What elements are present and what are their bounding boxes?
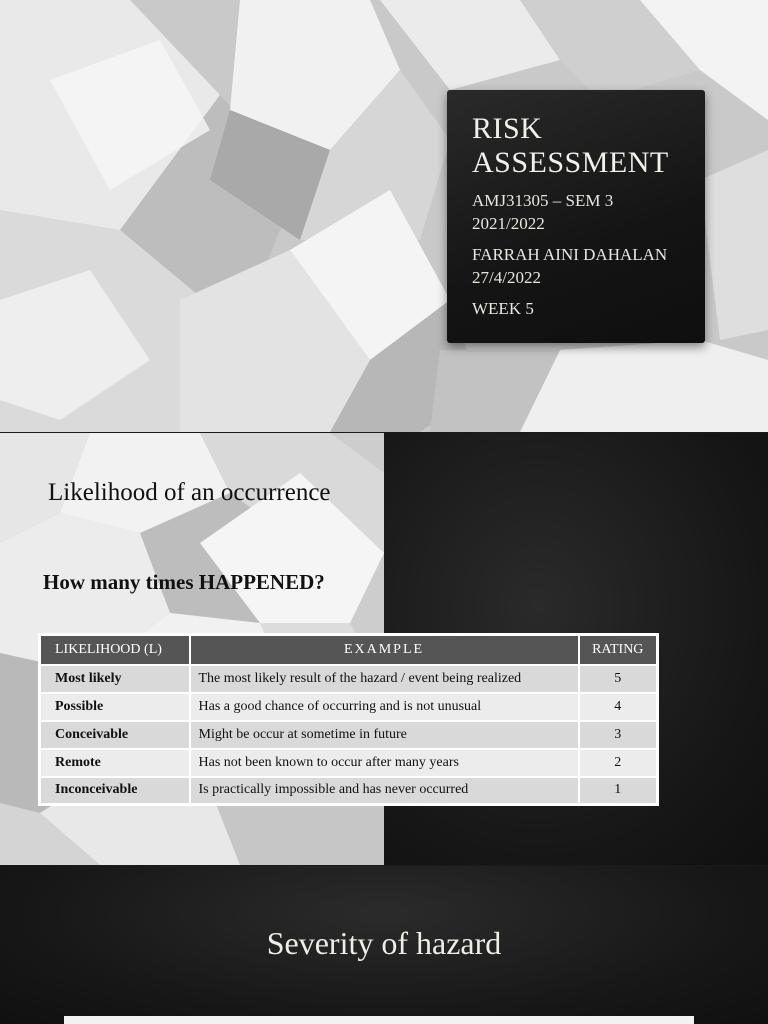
likelihood-level: Most likely [40,665,190,693]
table-header-row [40,635,658,665]
likelihood-example: Has not been known to occur after many years [190,749,579,777]
title-slide [0,0,768,432]
slide-title: Likelihood of an occurrence [48,479,331,506]
likelihood-example: Is practically impossible and has never occurred [190,777,579,805]
title-card [447,90,705,343]
slide-subtitle: How many times HAPPENED? [43,570,325,594]
header-likelihood: LIKELIHOOD (L) [40,635,190,665]
likelihood-level: Conceivable [40,721,190,749]
likelihood-level: Inconceivable [40,777,190,805]
table-row [40,693,658,721]
title-line-2: ASSESSMENT [472,146,669,179]
likelihood-rating: 4 [579,693,658,721]
academic-year: 2021/2022 [472,214,545,233]
presentation-date: 27/4/2022 [472,268,541,287]
likelihood-rating: 5 [579,665,658,693]
header-example: EXAMPLE [190,635,579,665]
likelihood-table [38,633,659,806]
presentation-title [472,112,687,180]
week-label: WEEK 5 [472,299,534,318]
slide-title: Severity of hazard [266,925,502,961]
likelihood-example: Has a good chance of occurring and is not unusual [190,693,579,721]
author-name: FARRAH AINI DAHALAN [472,245,668,264]
header-rating: RATING [579,635,658,665]
table-row [40,777,658,805]
likelihood-example: The most likely result of the hazard / event being realized [190,665,579,693]
table-row [40,721,658,749]
likelihood-level: Possible [40,693,190,721]
table-row [40,749,658,777]
likelihood-example: Might be occur at sometime in future [190,721,579,749]
likelihood-slide [0,433,768,865]
author-info [472,243,687,289]
severity-slide [0,866,768,1024]
likelihood-rating: 3 [579,721,658,749]
table-row [40,665,658,693]
course-code: AMJ31305 – SEM 3 [472,191,614,210]
likelihood-rating: 2 [579,749,658,777]
course-info [472,189,687,235]
likelihood-rating: 1 [579,777,658,805]
title-line-1: RISK [472,112,543,145]
likelihood-level: Remote [40,749,190,777]
severity-table-top-edge [64,1016,694,1024]
